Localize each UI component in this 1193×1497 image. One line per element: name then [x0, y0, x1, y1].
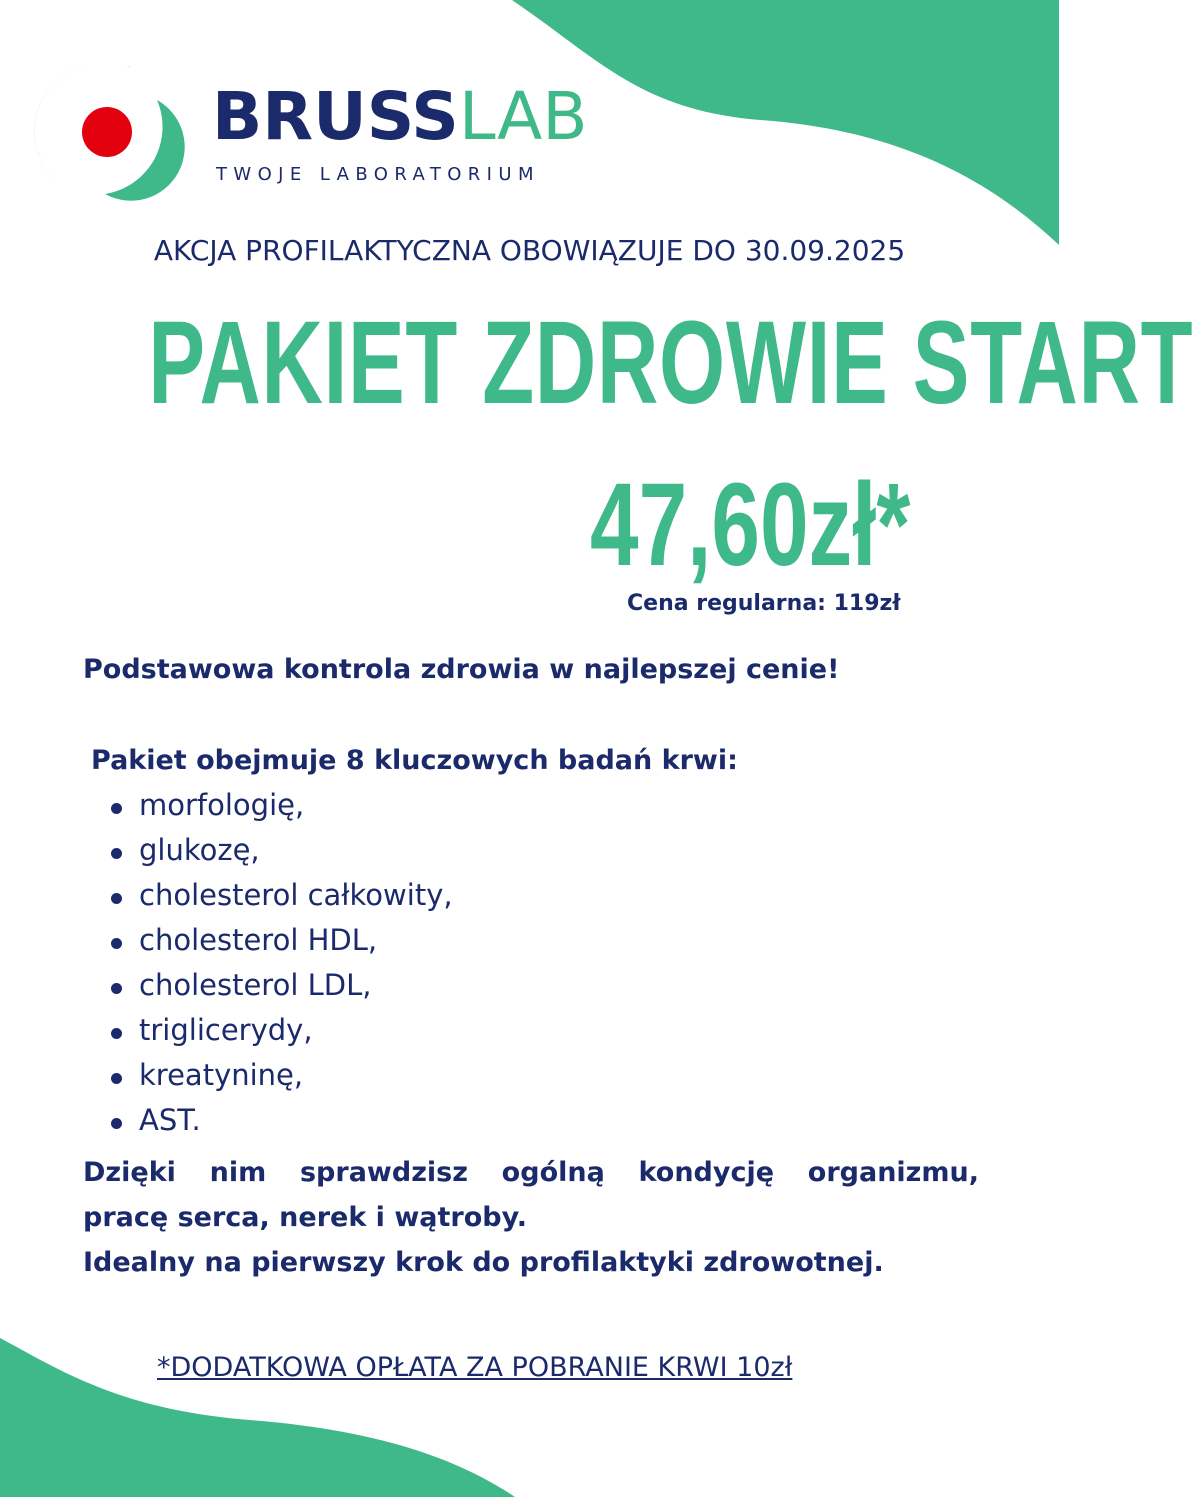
brand-name-light: LAB: [458, 78, 588, 155]
bullet-icon: [111, 848, 122, 859]
bullet-icon: [111, 893, 122, 904]
summary-line: Idealny na pierwszy krok do profilaktyki zdrowotnej.: [83, 1247, 884, 1278]
package-title: PAKIET ZDROWIE START: [148, 297, 1193, 429]
test-label: cholesterol całkowity,: [139, 878, 453, 912]
brusslab-logo: [35, 62, 595, 192]
test-label: AST.: [139, 1103, 201, 1137]
summary-text: [83, 1150, 979, 1285]
test-label: triglicerydy,: [139, 1013, 313, 1047]
brand-tagline: TWOJE LABORATORIUM: [216, 164, 540, 185]
bullet-icon: [111, 803, 122, 814]
bullet-icon: [111, 1073, 122, 1084]
fee-note: *DODATKOWA OPŁATA ZA POBRANIE KRWI 10zł: [157, 1352, 793, 1383]
summary-line: Dzięki nim sprawdzisz ogólną kondycję organizmu,: [83, 1157, 979, 1188]
brand-name: [212, 78, 588, 155]
lead-text: Podstawowa kontrola zdrowia w najlepszej cenie!: [83, 654, 840, 685]
test-label: glukozę,: [139, 833, 260, 867]
logo-mark-icon: [35, 62, 175, 202]
test-label: morfologię,: [139, 788, 305, 822]
test-label: cholesterol LDL,: [139, 968, 372, 1002]
promo-price: 47,60zł*: [590, 459, 911, 591]
regular-price: Cena regularna: 119zł: [627, 591, 901, 616]
bullet-icon: [111, 1118, 122, 1129]
summary-line: pracę serca, nerek i wątroby.: [83, 1202, 527, 1233]
promo-validity-note: AKCJA PROFILAKTYCZNA OBOWIĄZUJE DO 30.09.2025: [153, 234, 906, 267]
tests-heading: Pakiet obejmuje 8 kluczowych badań krwi:: [91, 745, 738, 776]
brand-name-strong: BRUSS: [212, 78, 459, 155]
test-label: cholesterol HDL,: [139, 923, 378, 957]
bullet-icon: [111, 1028, 122, 1039]
bullet-icon: [111, 938, 122, 949]
bullet-icon: [111, 983, 122, 994]
test-label: kreatyninę,: [139, 1058, 304, 1092]
